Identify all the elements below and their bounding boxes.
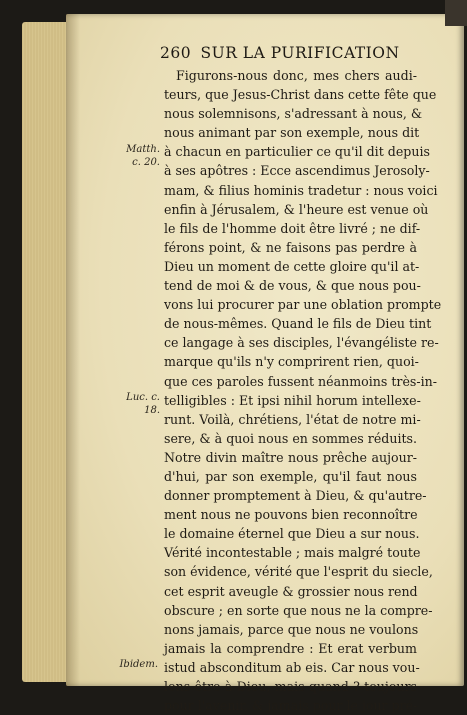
text-line: nons jamais, parce que nous ne voulons [164,621,419,637]
page-edges [22,22,72,682]
text-line: teurs, que Jesus-Christ dans cette fête que [164,87,437,103]
text-line: donner promptement à Dieu, & qu'autre- [164,488,427,504]
text-line: telligibles : Et ipsi nihil horum intellexe- [164,392,421,408]
text-line: sere, & à quoi nous en sommes réduits. [164,430,417,446]
running-title: SUR LA PURIFICATION [200,44,400,62]
text-line: férons point, & ne faisons pas perdre à [164,239,417,255]
text-line: d'hui, par son exemple, qu'il faut nous [164,468,417,484]
text-line: mam, & filius hominis tradetur : nous voici [164,182,438,198]
text-line: lons être à Dieu, mais quand ? toujours [164,679,417,694]
text-line: Dieu un moment de cette gloire qu'il at- [164,258,420,274]
text-line: ment nous ne pouvons bien reconnoître [164,507,418,523]
text-line: le domaine éternel que Dieu a sur nous. [164,526,420,542]
text-line: Figurons-nous donc, mes chers audi- [176,68,417,83]
spine-shadow [66,14,80,686]
text-line: runt. Voilà, chrétiens, l'état de notre mi- [164,411,421,427]
text-line: à ses apôtres : Ecce ascendimus Jerosoly- [164,163,430,179]
margin-note-luc [108,391,160,417]
text-line: pour l'avenir, & jamais pour le jour pré- [164,698,418,714]
text-line: tend de moi & de vous, & que nous pou- [164,278,421,294]
text-line: vons lui procurer par une oblation prompte [164,297,442,313]
text-line: son évidence, vérité que l'esprit du siecle, [164,564,433,580]
text-line: nous animant par son exemple, nous dit [164,125,420,141]
margin-note-line: Ibidem. [119,659,158,670]
page-number: 260 [160,44,192,62]
margin-note-line: Luc. c. 18. [126,392,160,416]
text-line: nous solemnisons, s'adressant à nous, & [164,106,423,122]
corner-tab [445,0,467,26]
text-line: Notre divin maître nous prêche aujour- [164,449,417,465]
text-line: istud absconditum ab eis. Car nous vou- [164,659,420,675]
margin-note-line: Matth. [126,144,160,155]
margin-note-line: c. 20. [132,157,160,168]
margin-note-ibidem [108,658,158,671]
margin-note-math [110,143,160,169]
text-line: de nous-mêmes. Quand le fils de Dieu tint [164,316,432,332]
text-line: enfin à Jérusalem, & l'heure est venue où [164,201,429,217]
text-line: que ces paroles fussent néanmoins très-in- [164,373,438,389]
text-line: jamais la comprendre : Et erat verbum [164,640,417,656]
running-header [160,44,460,62]
text-line: obscure ; en sorte que nous ne la compre- [164,602,433,618]
text-line: ce langage à ses disciples, l'évangéliste re- [164,335,439,351]
text-line: cet esprit aveugle & grossier nous rend [164,583,418,599]
text-line: marque qu'ils n'y comprirent rien, quoi- [164,354,419,370]
text-line: le fils de l'homme doit être livré ; ne dif- [164,220,421,236]
text-line: Vérité incontestable ; mais malgré toute [164,545,421,561]
body-text [164,66,442,715]
text-line: à chacun en particulier ce qu'il dit depuis [164,144,430,160]
